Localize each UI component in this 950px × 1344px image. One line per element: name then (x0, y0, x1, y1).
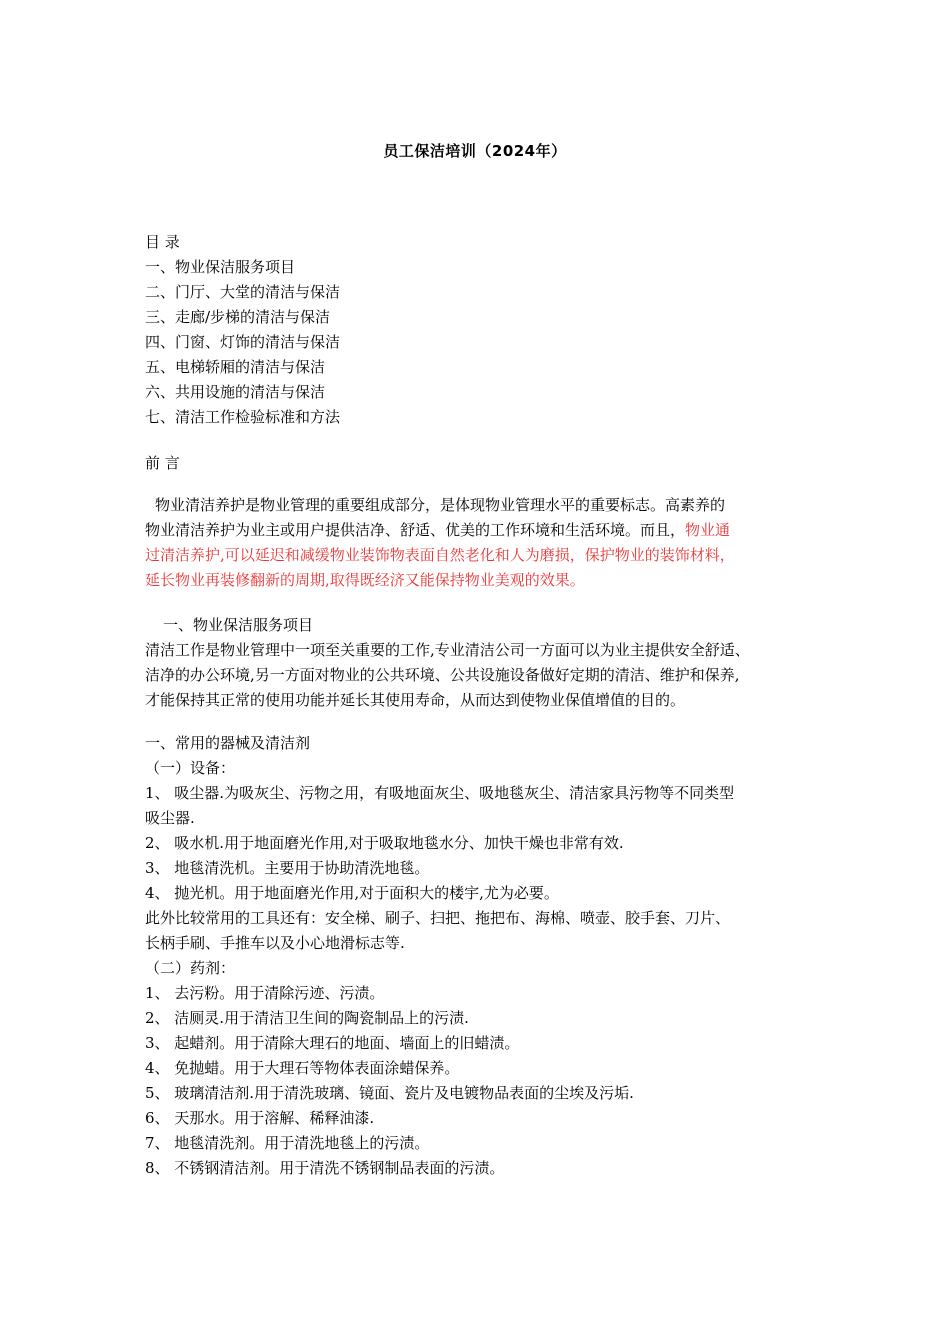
list-item: 3、 起蜡剂。用于清除大理石的地面、墙面上的旧蜡渍。 (145, 1034, 520, 1052)
toc-item: 一、物业保洁服务项目 (145, 258, 296, 276)
toc-item: 五、电梯轿厢的清洁与保洁 (145, 358, 326, 376)
subsection-heading: （一）设备： (145, 759, 236, 777)
subsection-heading: （二）药剂： (145, 959, 236, 977)
list-item: 此外比较常用的工具还有：安全梯、刷子、扫把、拖把布、海棉、喷壶、胶手套、刀片、 (145, 909, 731, 927)
preface-highlight-line: 延长物业再装修翻新的周期,取得既经济又能保持物业美观的效果。 (145, 571, 585, 589)
preface-highlight: 物业通 (685, 521, 731, 539)
document-title: 员工保洁培训（2024年） (383, 142, 567, 160)
list-item: 5、 玻璃清洁剂.用于清洗玻璃、镜面、瓷片及电镀物品表面的尘埃及污垢. (145, 1084, 634, 1102)
section-line: 才能保持其正常的使用功能并延长其使用寿命，从而达到使物业保值增值的目的。 (145, 691, 686, 709)
toc-item: 四、门窗、灯饰的清洁与保洁 (145, 333, 341, 351)
preface-line (145, 518, 815, 543)
list-item: 2、 吸水机.用于地面磨光作用,对于吸取地毯水分、加快干燥也非常有效. (145, 834, 624, 852)
preface-heading: 前 言 (145, 454, 180, 472)
section-heading: 一、物业保洁服务项目 (163, 616, 314, 634)
table-of-contents (145, 230, 815, 430)
list-item: 1、 吸尘器.为吸灰尘、污物之用，有吸地面灰尘、吸地毯灰尘、清洁家具污物等不同类型 (145, 784, 735, 802)
preface-text: 物业清洁养护为业主或用户提供洁净、舒适、优美的工作环境和生活环境。而且， (145, 521, 686, 539)
section-line: 洁净的办公环境,另一方面对物业的公共环境、公共设施设备做好定期的清洁、维护和保养, (145, 666, 740, 684)
list-item: 6、 天那水。用于溶解、稀释油漆. (145, 1109, 375, 1127)
list-item: 3、 地毯清洗机。主要用于协助清洗地毯。 (145, 859, 430, 877)
list-item: 长柄手刷、手推车以及小心地滑标志等. (145, 934, 405, 952)
section-service-items (145, 613, 815, 713)
list-item: 7、 地毯清洗剂。用于清洗地毯上的污渍。 (145, 1134, 430, 1152)
toc-item: 二、门厅、大堂的清洁与保洁 (145, 283, 341, 301)
section-equipment (145, 731, 815, 1181)
list-item: 8、 不锈钢清洁剂。用于清洗不锈钢制品表面的污渍。 (145, 1159, 505, 1177)
list-item: 吸尘器. (145, 809, 195, 827)
section-heading: 一、常用的器械及清洁剂 (145, 734, 311, 752)
list-item: 4、 抛光机。用于地面磨光作用,对于面积大的楼宇,尤为必要。 (145, 884, 559, 902)
list-item: 2、 洁厕灵.用于清洁卫生间的陶瓷制品上的污渍. (145, 1009, 469, 1027)
toc-heading: 目 录 (145, 233, 180, 251)
preface-paragraph (145, 493, 815, 593)
preface-heading-block (145, 451, 815, 476)
list-item: 4、 免抛蜡。用于大理石等物体表面涂蜡保养。 (145, 1059, 460, 1077)
toc-item: 七、清洁工作检验标准和方法 (145, 408, 341, 426)
toc-item: 三、走廊/步梯的清洁与保洁 (145, 308, 331, 326)
section-line: 清洁工作是物业管理中一项至关重要的工作,专业清洁公司一方面可以为业主提供安全舒适、 (145, 641, 750, 659)
toc-item: 六、共用设施的清洁与保洁 (145, 383, 326, 401)
list-item: 1、 去污粉。用于清除污迹、污渍。 (145, 984, 385, 1002)
preface-line: 物业清洁养护是物业管理的重要组成部分，是体现物业管理水平的重要标志。高素养的 (155, 496, 726, 514)
preface-highlight-line: 过清洁养护,可以延迟和减缓物业装饰物表面自然老化和人为磨损，保护物业的装饰材料， (145, 546, 735, 564)
